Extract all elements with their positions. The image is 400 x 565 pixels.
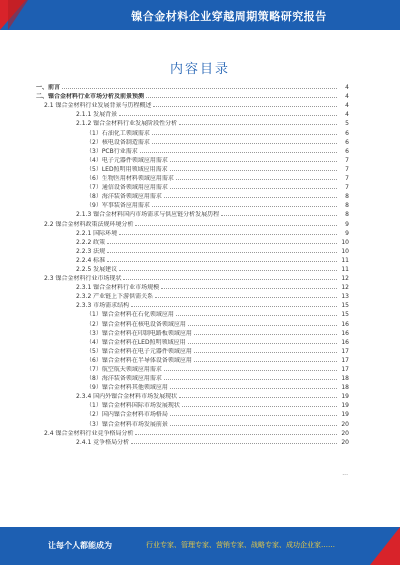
toc-entry-label: （4）镍合金材料在LED照明领域应用 — [36, 339, 188, 346]
toc-leader-dots — [170, 170, 337, 171]
toc-entry[interactable] — [36, 364, 349, 373]
toc-entry-label: （6）生物医用材料领域应用需求 — [36, 175, 176, 182]
report-title: 镍合金材料企业穿越周期策略研究报告 — [131, 10, 327, 23]
toc-entry[interactable] — [36, 418, 349, 427]
toc-entry-page: 20 — [337, 421, 349, 428]
toc-entry-page: 19 — [337, 402, 349, 409]
toc-entry[interactable] — [36, 291, 349, 300]
toc-entry-label: （4）电子元器件领域应用需求 — [36, 157, 170, 164]
toc-entry-page: 17 — [337, 348, 349, 355]
toc-entry-label: （6）镍合金材料在半导体设备领域应用 — [36, 357, 194, 364]
toc-entry-page: 8 — [337, 211, 349, 218]
toc-leader-dots — [155, 297, 337, 298]
toc-leader-dots — [119, 115, 337, 116]
toc-leader-dots — [170, 415, 337, 416]
toc-leader-dots — [131, 443, 337, 444]
toc-entry-page: 8 — [337, 193, 349, 200]
toc-entry-label: （9）军事装备应用需求 — [36, 202, 152, 209]
toc-leader-dots — [161, 288, 337, 289]
toc-leader-dots — [179, 124, 337, 125]
toc-entry[interactable] — [36, 246, 349, 255]
toc-continuation: ... — [342, 470, 348, 477]
toc-leader-dots — [119, 270, 337, 271]
toc-leader-dots — [135, 434, 337, 435]
toc-leader-dots — [152, 143, 337, 144]
toc-entry[interactable] — [36, 218, 349, 227]
toc-entry-label: （5）LED照明用领域应用需求 — [36, 166, 170, 173]
toc-entry[interactable] — [36, 300, 349, 309]
toc-entry-page: 8 — [337, 202, 349, 209]
toc-entry-label: 2.1.3 镍合金材料国内市场需求与供应链分析发展历程 — [36, 211, 221, 218]
table-of-contents — [36, 82, 349, 446]
toc-entry-page: 20 — [337, 430, 349, 437]
toc-entry-label: 2.4.1 竞争格局分析 — [36, 439, 131, 446]
toc-entry-page: 4 — [337, 102, 349, 109]
toc-entry-page: 12 — [337, 275, 349, 282]
toc-heading: 内容目录 — [169, 62, 230, 77]
toc-entry[interactable] — [36, 428, 349, 437]
toc-leader-dots — [188, 325, 337, 326]
toc-entry-page: 9 — [337, 221, 349, 228]
toc-leader-dots — [119, 234, 337, 235]
toc-entry-label: （8）海洋装备领域应用需求 — [36, 375, 164, 382]
toc-entry[interactable] — [36, 100, 349, 109]
toc-entry[interactable] — [36, 391, 349, 400]
toc-leader-dots — [164, 197, 337, 198]
toc-leader-dots — [62, 88, 337, 89]
toc-entry-page: 6 — [337, 139, 349, 146]
toc-entry-label: （8）海洋装备领域应用需求 — [36, 193, 164, 200]
toc-entry-label: （9）镍合金材料其他领域应用 — [36, 384, 170, 391]
toc-entry-page: 5 — [337, 120, 349, 127]
toc-entry-label: 2.3.4 国内外镍合金材料市场发展现状 — [36, 393, 179, 400]
toc-entry-label: 2.2.3 法规 — [36, 248, 107, 255]
toc-leader-dots — [123, 279, 337, 280]
toc-entry-label: （1）镍合金材料国际市场发展现状 — [36, 402, 182, 409]
toc-entry-label: 2.3.2 产业链上下游供需关系 — [36, 293, 155, 300]
toc-entry[interactable] — [36, 255, 349, 264]
toc-entry-label: （2）核电设备制造需求 — [36, 139, 152, 146]
toc-entry[interactable] — [36, 82, 349, 91]
toc-entry-label: （3）镍合金材料市场发展前景 — [36, 421, 170, 428]
toc-entry[interactable] — [36, 164, 349, 173]
toc-leader-dots — [170, 188, 337, 189]
toc-entry[interactable] — [36, 155, 349, 164]
toc-entry-page: 10 — [337, 248, 349, 255]
toc-entry-label: （3）镍合金材料在印制电路板领域应用 — [36, 330, 194, 337]
toc-leader-dots — [152, 206, 337, 207]
toc-entry[interactable] — [36, 318, 349, 327]
toc-entry[interactable] — [36, 328, 349, 337]
toc-entry[interactable] — [36, 273, 349, 282]
toc-entry-label: 2.4 镍合金材料行业竞争格局分析 — [36, 430, 135, 437]
toc-entry-label: 2.3.1 镍合金材料行业市场规模 — [36, 284, 161, 291]
toc-leader-dots — [194, 352, 337, 353]
toc-entry[interactable] — [36, 209, 349, 218]
toc-entry[interactable] — [36, 228, 349, 237]
toc-leader-dots — [135, 225, 337, 226]
toc-entry[interactable] — [36, 137, 349, 146]
toc-entry-label: 2.1 镍合金材料行业发展背景与历程概述 — [36, 102, 153, 109]
toc-entry[interactable] — [36, 355, 349, 364]
toc-entry-page: 18 — [337, 375, 349, 382]
toc-entry-page: 18 — [337, 384, 349, 391]
toc-entry-page: 16 — [337, 339, 349, 346]
toc-leader-dots — [164, 379, 337, 380]
toc-entry[interactable] — [36, 409, 349, 418]
toc-leader-dots — [170, 425, 337, 426]
toc-entry-page: 7 — [337, 175, 349, 182]
toc-entry[interactable] — [36, 146, 349, 155]
toc-entry[interactable] — [36, 264, 349, 273]
toc-entry-label: 2.2.2 政策 — [36, 239, 107, 246]
toc-entry-page: 10 — [337, 239, 349, 246]
toc-leader-dots — [153, 106, 337, 107]
toc-entry-page: 16 — [337, 321, 349, 328]
toc-entry-label: （3）PCB行业需求 — [36, 148, 140, 155]
toc-entry[interactable] — [36, 109, 349, 118]
toc-entry[interactable] — [36, 382, 349, 391]
toc-entry-label: （2）国内镍合金材料市场格局 — [36, 411, 170, 418]
toc-entry-label: （1）镍合金材料在石化领域应用 — [36, 311, 176, 318]
toc-entry-page: 17 — [337, 366, 349, 373]
toc-entry[interactable] — [36, 282, 349, 291]
toc-entry[interactable] — [36, 337, 349, 346]
toc-leader-dots — [221, 215, 337, 216]
toc-leader-dots — [188, 343, 337, 344]
toc-entry-label: 2.1.1 发展背景 — [36, 111, 119, 118]
toc-entry[interactable] — [36, 437, 349, 446]
toc-entry-page: 4 — [337, 93, 349, 100]
toc-leader-dots — [107, 243, 337, 244]
toc-entry-label: （2）镍合金材料在核电设备领域应用 — [36, 321, 188, 328]
toc-entry-label: 二、镍合金材料行业市场分析及前景预测 — [36, 93, 145, 101]
toc-leader-dots — [131, 306, 337, 307]
toc-leader-dots — [170, 161, 337, 162]
toc-entry-page: 15 — [337, 302, 349, 309]
toc-entry-label: 2.1.2 镍合金材料行业发展阶段性分析 — [36, 120, 179, 127]
toc-leader-dots — [107, 261, 337, 262]
toc-entry-page: 11 — [337, 257, 349, 264]
toc-entry-label: （1）石油化工领域需求 — [36, 130, 152, 137]
toc-entry-label: 2.2.1 国际环境 — [36, 230, 119, 237]
toc-entry[interactable] — [36, 200, 349, 209]
toc-entry-page: 19 — [337, 393, 349, 400]
toc-entry[interactable] — [36, 373, 349, 382]
toc-leader-dots — [140, 152, 337, 153]
toc-entry-page: 7 — [337, 157, 349, 164]
toc-leader-dots — [152, 134, 337, 135]
footer-tagline: 行业专家、管理专家、营销专家、战略专家、成功企业家…… — [146, 541, 335, 549]
toc-leader-dots — [176, 315, 337, 316]
toc-entry-page: 4 — [337, 84, 349, 91]
toc-leader-dots — [194, 334, 337, 335]
toc-entry[interactable] — [36, 309, 349, 318]
toc-entry-page: 9 — [337, 230, 349, 237]
toc-leader-dots — [182, 406, 337, 407]
toc-entry-page: 6 — [337, 148, 349, 155]
toc-entry-page: 7 — [337, 166, 349, 173]
footer-red-triangle — [370, 527, 400, 565]
toc-entry[interactable] — [36, 91, 349, 100]
footer-bar — [0, 527, 400, 565]
toc-entry-page: 20 — [337, 439, 349, 446]
toc-entry[interactable] — [36, 118, 349, 127]
toc-entry-label: （7）通信设备领域用应用需求 — [36, 184, 170, 191]
toc-entry-page: 17 — [337, 357, 349, 364]
toc-entry-page: 12 — [337, 284, 349, 291]
toc-entry-label: 一、前言 — [36, 84, 61, 92]
toc-entry[interactable] — [36, 237, 349, 246]
toc-entry-page: 11 — [337, 266, 349, 273]
toc-entry[interactable] — [36, 127, 349, 136]
toc-entry[interactable] — [36, 400, 349, 409]
toc-entry[interactable] — [36, 173, 349, 182]
toc-leader-dots — [164, 370, 337, 371]
toc-leader-dots — [194, 361, 337, 362]
toc-entry-page: 16 — [337, 330, 349, 337]
toc-entry-label: 2.2 镍合金材料政策法规环境分析 — [36, 221, 135, 228]
toc-entry[interactable] — [36, 191, 349, 200]
toc-entry[interactable] — [36, 182, 349, 191]
toc-entry-page: 4 — [337, 111, 349, 118]
header-bar — [0, 0, 400, 30]
toc-entry-label: 2.3 镍合金材料行业市场现状 — [36, 275, 123, 282]
toc-entry-label: 2.2.4 标准 — [36, 257, 107, 264]
toc-entry-label: 2.3.3 市场需求结构 — [36, 302, 131, 309]
toc-entry-page: 13 — [337, 293, 349, 300]
toc-leader-dots — [146, 97, 337, 98]
toc-entry-page: 15 — [337, 311, 349, 318]
header-triangle-shadow — [8, 0, 28, 30]
toc-leader-dots — [179, 397, 337, 398]
toc-entry[interactable] — [36, 346, 349, 355]
toc-entry-label: 2.2.5 发展建议 — [36, 266, 119, 273]
toc-entry-page: 19 — [337, 411, 349, 418]
toc-entry-label: （5）镍合金材料在电子元器件领域应用 — [36, 348, 194, 355]
footer-slogan: 让每个人都能成为 — [48, 541, 112, 550]
toc-leader-dots — [107, 252, 337, 253]
toc-leader-dots — [170, 388, 337, 389]
toc-entry-page: 6 — [337, 130, 349, 137]
toc-entry-page: 7 — [337, 184, 349, 191]
toc-entry-label: （7）航空航天领域应用需求 — [36, 366, 164, 373]
toc-leader-dots — [176, 179, 337, 180]
